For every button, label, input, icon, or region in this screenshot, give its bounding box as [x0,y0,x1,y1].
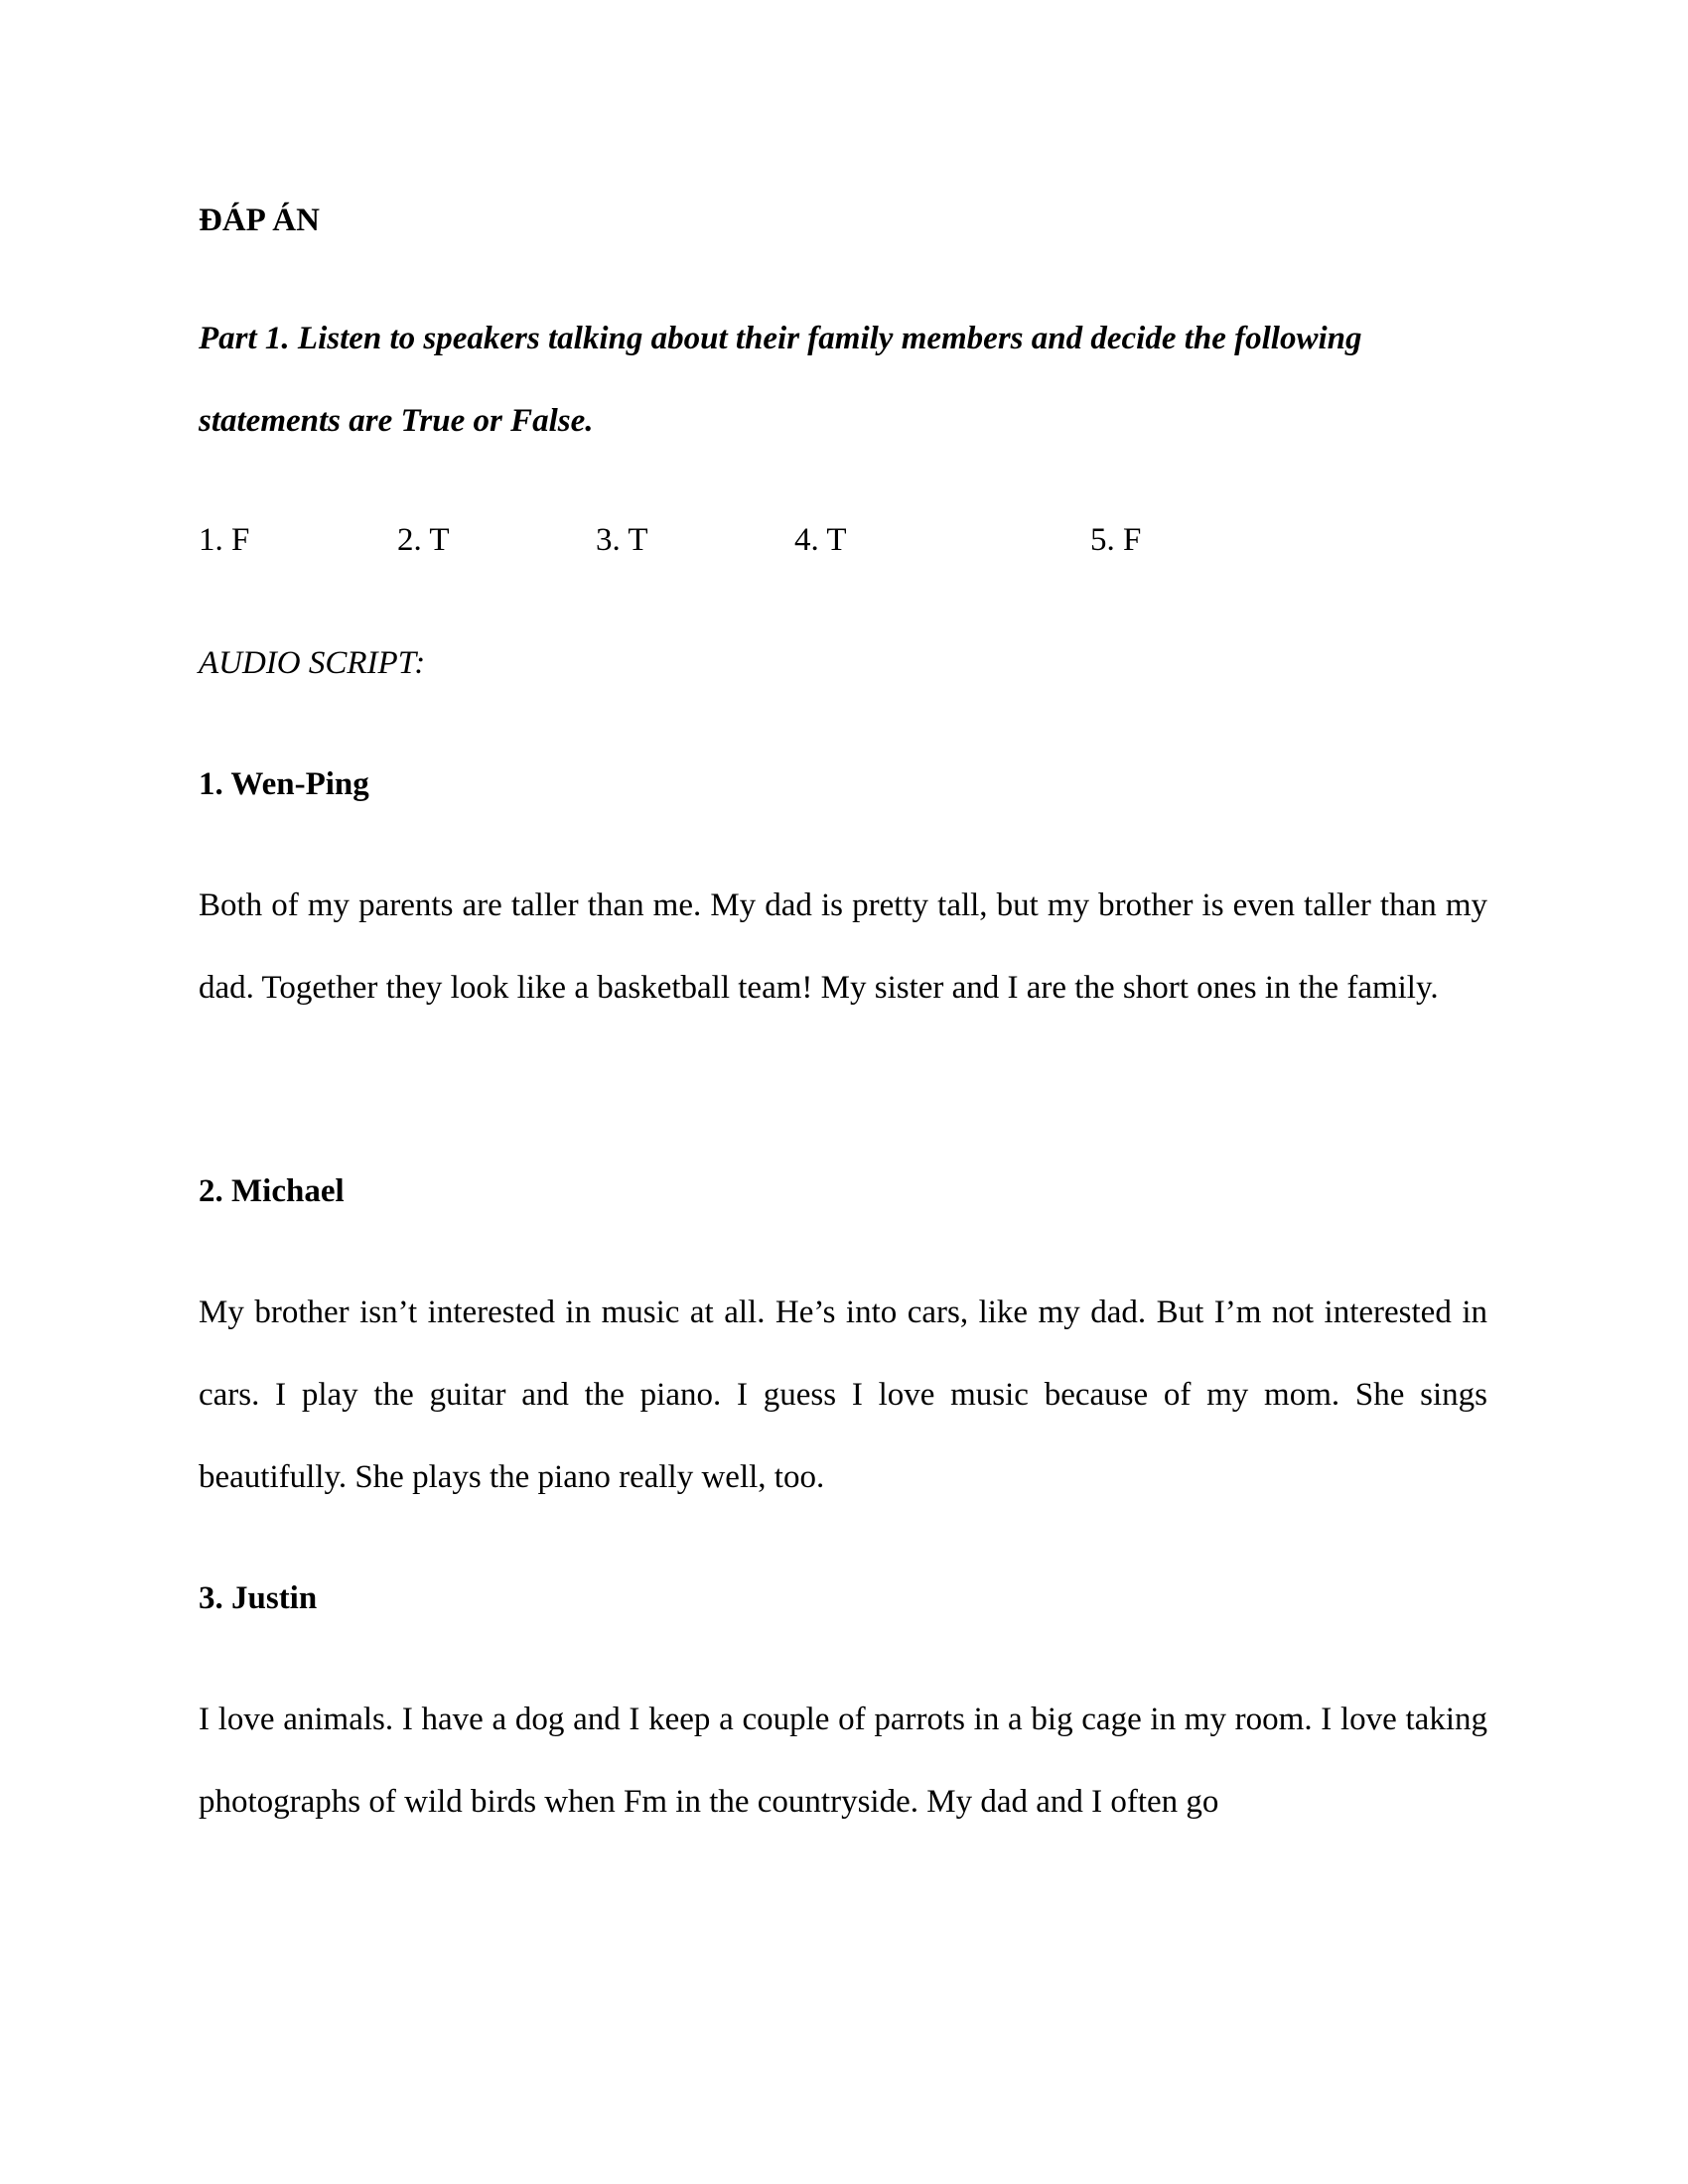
answer-3: 3. T [596,522,648,558]
answer-1: 1. F [199,522,250,558]
answer-key-row [199,518,1487,562]
answer-4: 4. T [794,522,847,558]
speaker-3-text: I love animals. I have a dog and I keep a couple of parrots in a big cage in my room. I love taking photographs of wild birds when Fm in the countryside. My dad and I often go [199,1702,1487,1820]
speaker-2-text: My brother isn’t interested in music at all. He’s into cars, like my dad. But I’m not interested in cars. I play the guitar and the piano. I guess I love music because of my mom. She sings beautifully. She plays the piano really well, too. [199,1295,1487,1495]
speaker-1-name: 1. Wen-Ping [199,766,369,802]
speaker-3-name: 3. Justin [199,1580,318,1616]
page-heading: ĐÁP ÁN [199,203,320,238]
answer-5: 5. F [1090,522,1142,558]
part-1-instruction: Part 1. Listen to speakers talking about their family members and decide the following statements are True or False. [199,321,1362,439]
speaker-1-text: Both of my parents are taller than me. My dad is pretty tall, but my brother is even taller than my dad. Together they look like a basketball team! My sister and I are the short ones in the family. [199,887,1487,1006]
audio-script-label: AUDIO SCRIPT: [199,645,426,681]
speaker-2-name: 2. Michael [199,1173,345,1209]
answer-2: 2. T [397,522,450,558]
